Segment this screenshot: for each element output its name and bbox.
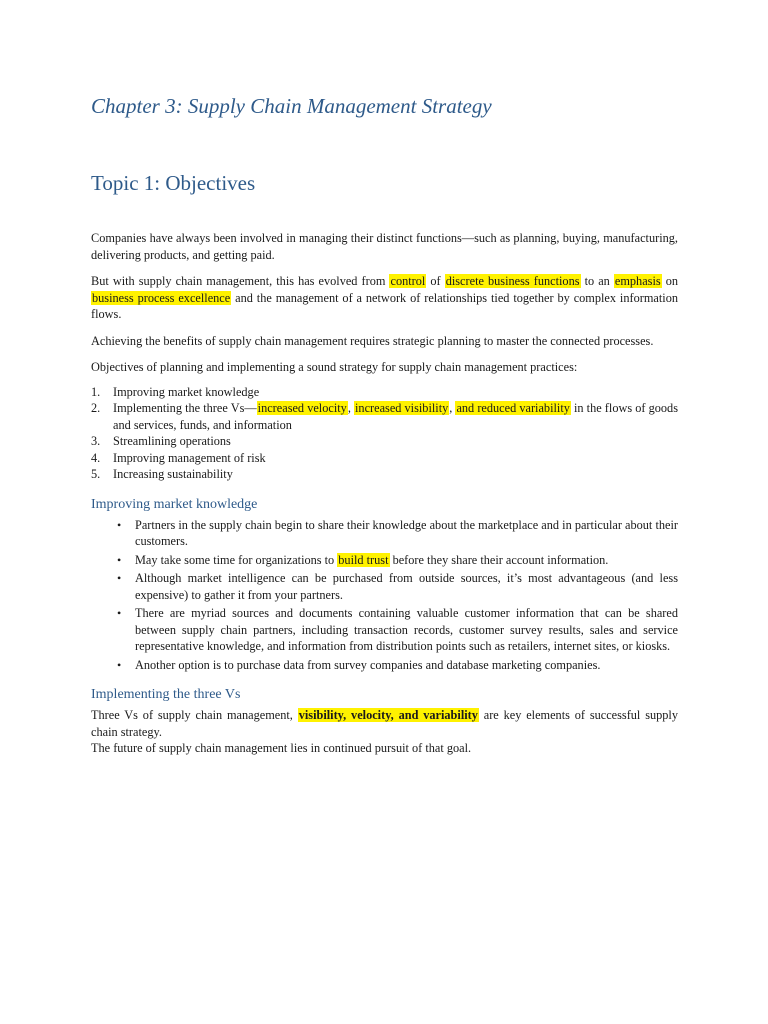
bullet-icon: • — [117, 571, 122, 585]
bullet-text: Another option is to purchase data from survey companies and database marketing companies. — [135, 657, 601, 672]
text-run: on — [661, 274, 678, 288]
bullet-icon: • — [117, 552, 122, 567]
bullet-text: There are myriad sources and documents containing valuable customer information that can be shared between supply chain partners, including transaction records, customer survey results, sales and service representative knowledge, and information from distribution points such as retailers, internet sites, or kiosks. — [135, 606, 678, 653]
list-number: 5. — [91, 467, 101, 481]
list-item-text: Implementing the three Vs— — [113, 401, 257, 415]
benefits-paragraph: Achieving the benefits of supply chain management requires strategic planning to master the connected processes. — [91, 333, 654, 348]
list-item-text: Improving management of risk — [113, 450, 266, 465]
list-item-text: Streamlining operations — [113, 434, 231, 448]
list-item-text: Improving market knowledge — [113, 384, 260, 399]
future-paragraph: The future of supply chain management lies in continued pursuit of that goal. — [91, 741, 472, 755]
bullet-item — [91, 517, 678, 550]
bullet-item — [91, 657, 678, 674]
list-number: 1. — [91, 384, 101, 399]
evolution-paragraph — [91, 273, 678, 323]
list-number: 4. — [91, 450, 101, 465]
list-item — [91, 400, 678, 433]
list-item — [91, 433, 678, 450]
intro-paragraph: Companies have always been involved in managing their distinct functions—such as planning, buying, manufacturing, delivering products, and getting paid. — [91, 231, 678, 262]
list-item — [91, 466, 678, 483]
objectives-intro: Objectives of planning and implementing a sound strategy for supply chain management practices: — [91, 360, 578, 374]
list-item — [91, 384, 678, 401]
three-vs-heading: Implementing the three Vs — [91, 687, 241, 702]
objectives-list — [91, 384, 678, 483]
highlight-discrete-business-functions: discrete business functions — [445, 274, 580, 288]
text-run: before they share their account information. — [389, 552, 609, 567]
highlight-emphasis: emphasis — [614, 274, 661, 288]
topic-title: Topic 1: Objectives — [91, 171, 256, 195]
highlight-business-process-excellence: business process excellence — [92, 290, 231, 305]
list-item-text: Increasing sustainability — [113, 467, 233, 481]
market-knowledge-heading: Improving market knowledge — [91, 496, 258, 512]
bullet-item — [91, 570, 678, 603]
bullet-icon: • — [117, 606, 122, 620]
text-run: , — [449, 401, 456, 415]
bullet-text: Although market intelligence can be purchased from outside sources, it’s most advantageous (and less expensive) to gather it from your partners. — [135, 571, 678, 602]
text-run: to an — [580, 274, 614, 288]
text-run: are key elements of successful supply chain strategy. — [91, 708, 678, 739]
chapter-title: Chapter 3: Supply Chain Management Strategy — [91, 94, 492, 118]
list-item — [91, 450, 678, 467]
highlight-control: control — [390, 274, 426, 288]
text-run: Three Vs of supply chain management, — [91, 708, 298, 722]
list-number: 3. — [91, 434, 101, 448]
bullet-item — [91, 605, 678, 655]
text-run: But with supply chain management, this has evolved from — [91, 274, 390, 288]
list-number: 2. — [91, 401, 101, 415]
highlight-increased-velocity: increased velocity — [257, 401, 347, 415]
highlight-build-trust: build trust — [338, 552, 389, 567]
three-vs-paragraph — [91, 707, 678, 740]
text-run: of — [426, 274, 445, 288]
bullet-icon: • — [117, 517, 122, 532]
text-run: in the flows of goods and services, funds, and information — [113, 401, 678, 432]
highlight-visibility-velocity-variability: visibility, velocity, and variability — [298, 708, 478, 722]
market-knowledge-list — [91, 517, 678, 674]
highlight-reduced-variability: and reduced variability — [456, 401, 570, 415]
text-run: and the management of a network of relationships tied together by complex information flows. — [91, 290, 678, 321]
body-flow — [91, 230, 678, 757]
text-run: , — [347, 401, 354, 415]
bullet-text: Partners in the supply chain begin to share their knowledge about the marketplace and in particular about their customers. — [135, 517, 678, 548]
bullet-item — [91, 552, 678, 569]
highlight-increased-visibility: increased visibility — [355, 401, 449, 415]
bullet-icon: • — [117, 657, 122, 672]
bullet-text: May take some time for organizations to — [135, 552, 338, 567]
